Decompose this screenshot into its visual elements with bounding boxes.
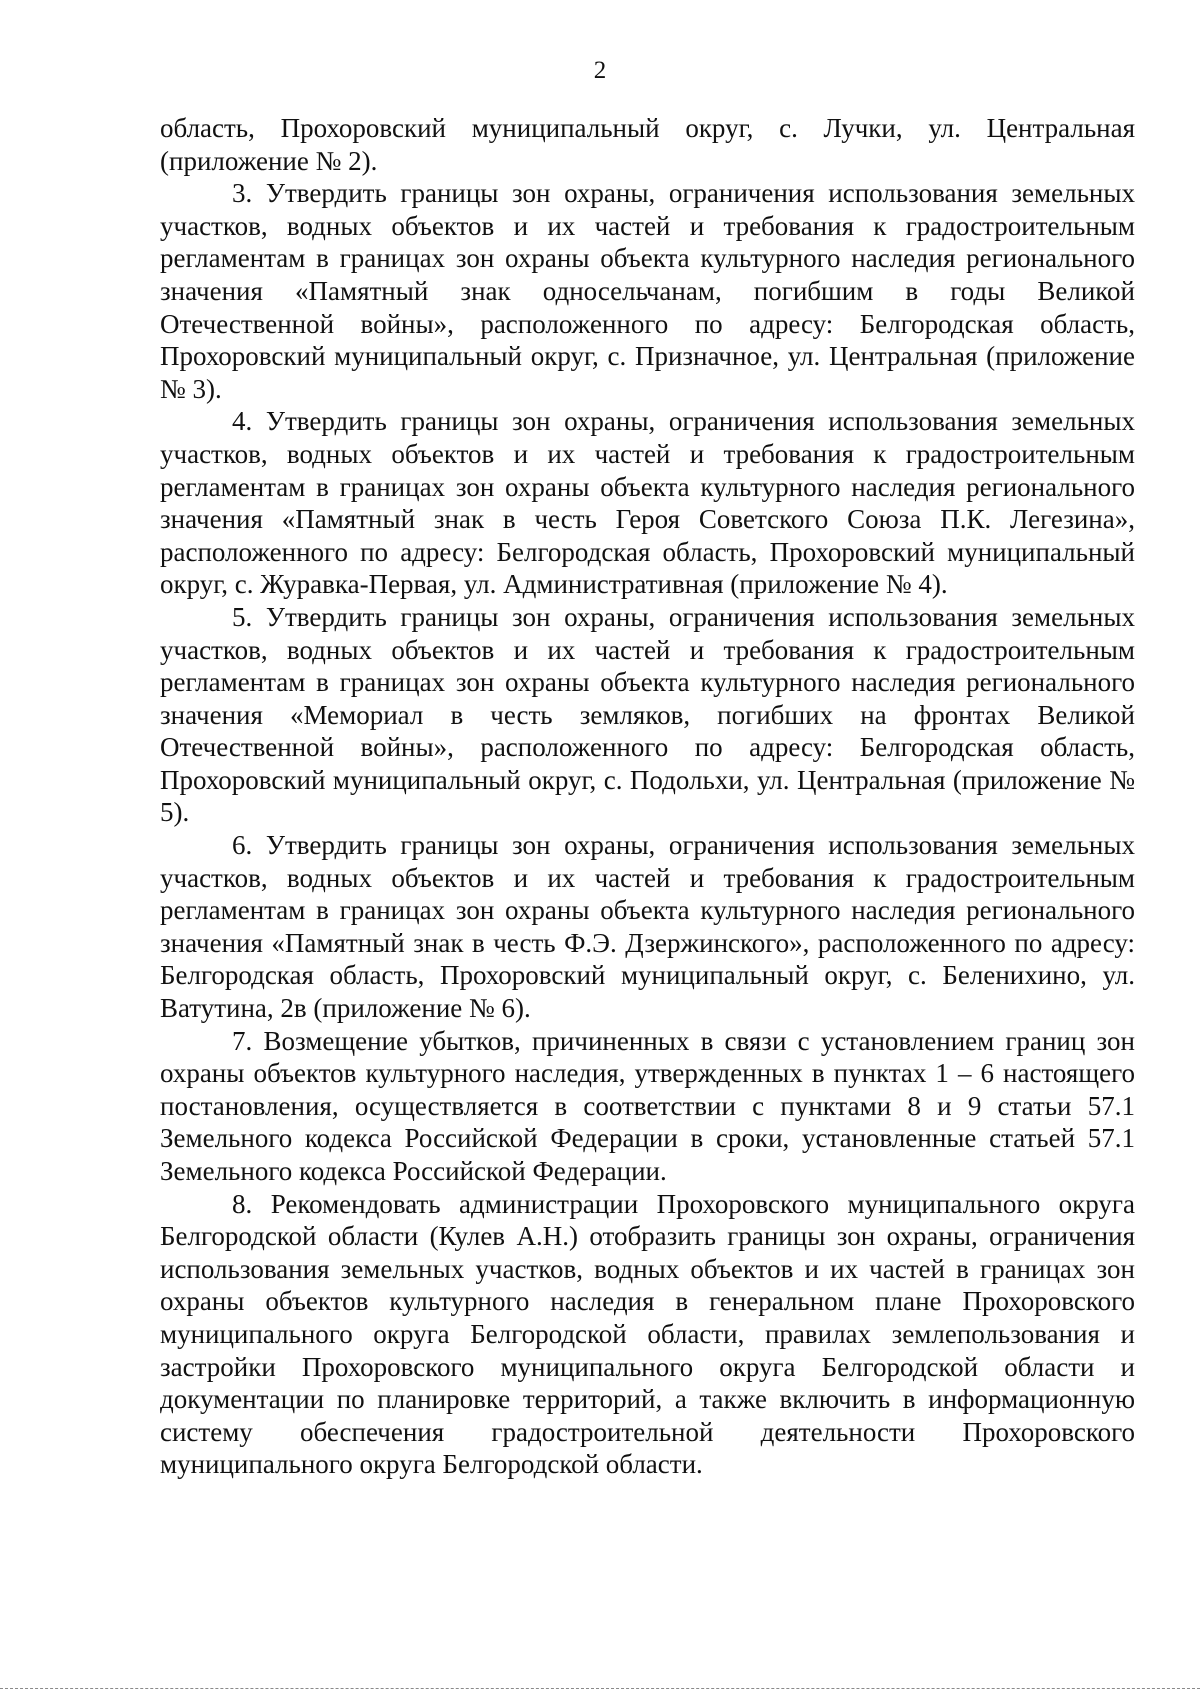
paragraph-item-5: 5. Утвердить границы зон охраны, ограничения использования земельных участков, водных объектов и их частей и требования к градостроительным регламентам в границах зон охраны объекта культурного наследия регионального значения «Мемориал в честь земляков, погибших на фронтах Великой Отечественной войны», расположенного по адресу: Белгородская область, Прохоровский муниципальный округ, с. Подольхи, ул. Центральная (приложение № 5). [160, 601, 1135, 828]
scan-edge-line [0, 1688, 1200, 1689]
paragraph-item-6: 6. Утвердить границы зон охраны, ограничения использования земельных участков, водных объектов и их частей и требования к градостроительным регламентам в границах зон охраны объекта культурного наследия регионального значения «Памятный знак в честь Ф.Э. Дзержинского», расположенного по адресу: Белгородская область, Прохоровский муниципальный округ, с. Беленихино, ул. Ватутина, 2в (приложение № 6). [160, 830, 1135, 1024]
paragraph-item-3: 3. Утвердить границы зон охраны, ограничения использования земельных участков, водных объектов и их частей и требования к градостроительным регламентам в границах зон охраны объекта культурного наследия регионального значения «Памятный знак односельчанам, погибшим в годы Великой Отечественной войны», расположенного по адресу: Белгородская область, Прохоровский муниципальный округ, с. Призначное, ул. Центральная (приложение № 3). [160, 178, 1135, 404]
paragraph-item-8: 8. Рекомендовать администрации Прохоровского муниципального округа Белгородской области (Кулев А.Н.) отобразить границы зон охраны, ограничения использования земельных участков, водных объектов и их частей в границах зон охраны объектов культурного наследия в генеральном плане Прохоровского муниципального округа Белгородской области, правилах землепользования и застройки Прохоровского муниципального округа Белгородской области и документации по планировке территорий, а также включить в информационную систему обеспечения градостроительной деятельности Прохоровского муниципального округа Белгородской области. [160, 1188, 1135, 1480]
paragraph-item-7: 7. Возмещение убытков, причиненных в связи с установлением границ зон охраны объектов культурного наследия, утвержденных в пунктах 1 – 6 настоящего постановления, осуществляется в соответствии с пунктами 8 и 9 статьи 57.1 Земельного кодекса Российской Федерации в сроки, установленные статьей 57.1 Земельного кодекса Российской Федерации. [160, 1025, 1135, 1186]
document-body [160, 112, 1135, 1481]
page-number: 2 [593, 57, 607, 84]
paragraph-continuation: область, Прохоровский муниципальный округ, с. Лучки, ул. Центральная (приложение № 2). [160, 113, 1135, 176]
paragraph-item-4: 4. Утвердить границы зон охраны, ограничения использования земельных участков, водных объектов и их частей и требования к градостроительным регламентам в границах зон охраны объекта культурного наследия регионального значения «Памятный знак в честь Героя Советского Союза П.К. Легезина», расположенного по адресу: Белгородская область, Прохоровский муниципальный округ, с. Журавка-Первая, ул. Административная (приложение № 4). [160, 406, 1135, 600]
